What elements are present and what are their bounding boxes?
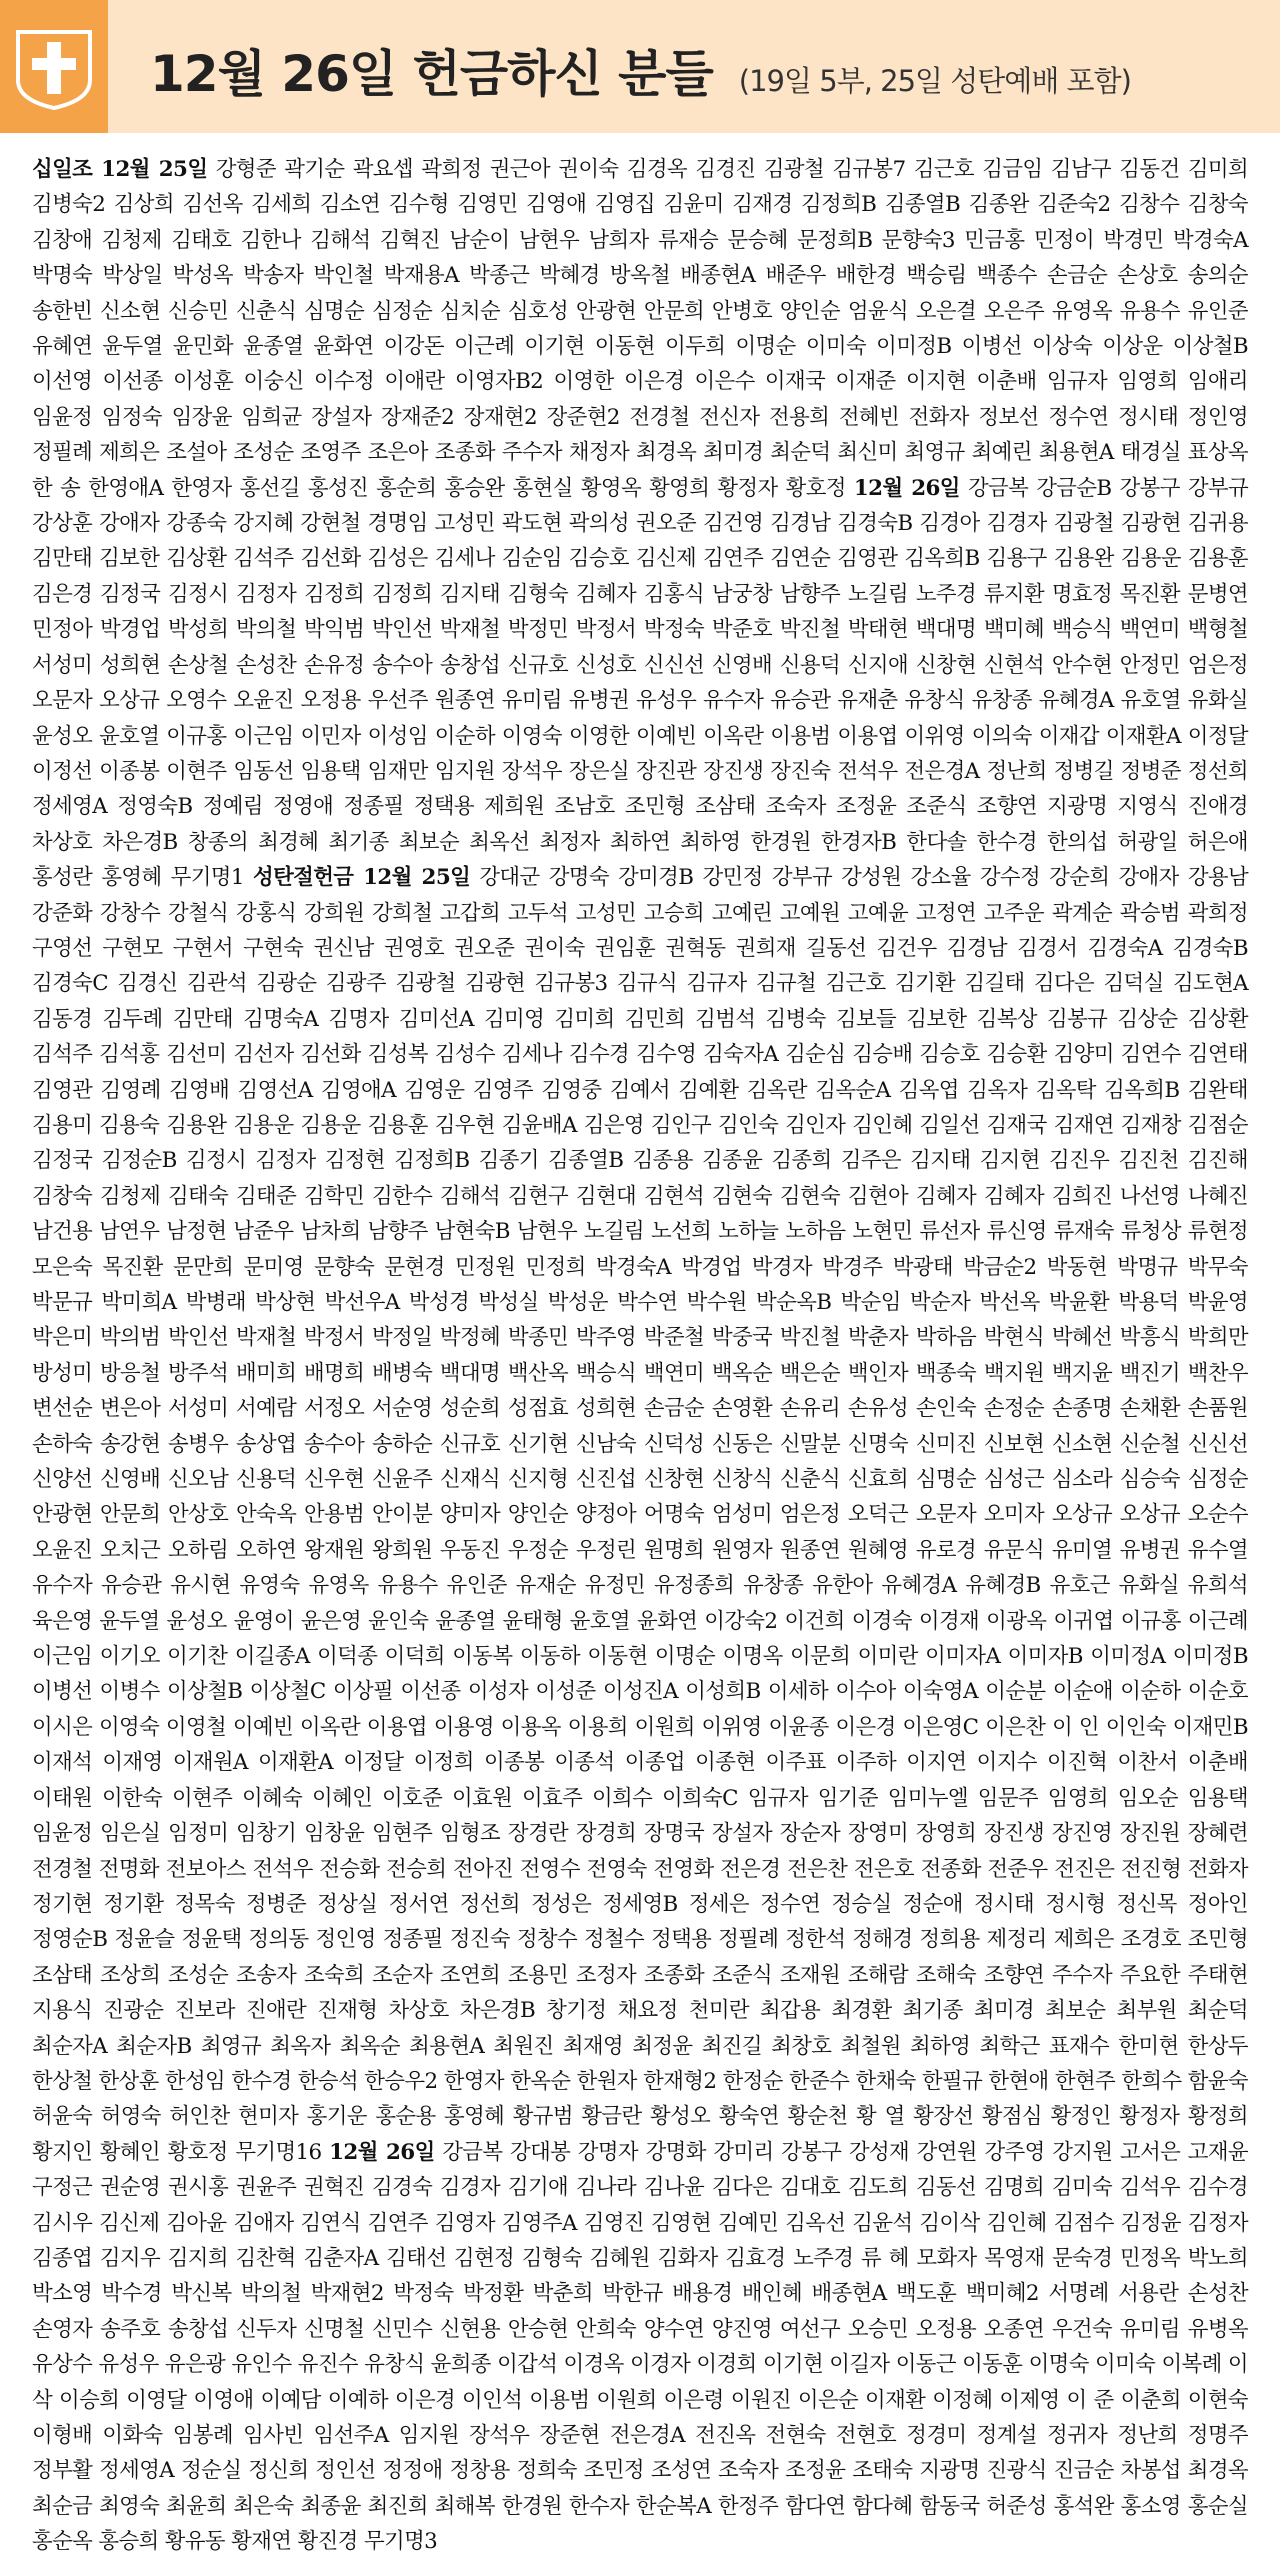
page-subtitle: (19일 5부, 25일 성탄예배 포함) (738, 64, 1131, 98)
section-tithe (32, 157, 1248, 501)
section-tithe-26 (32, 476, 1248, 890)
donor-names: 강금복 강대봉 강명자 강명화 강미리 강봉구 강성재 강연원 강주영 강지원 고서은 고재윤 구정근 권순영 권시홍 권윤주 권혁진 김경숙 김경자 김기애 김나라 김나윤 김다은 김대호 김도희 김동선 김명희 김미숙 김석우 김수경 김시우 김신제 김아윤 김애자 김연식 김연주 김영자 김영주A 김영진 김영현 김예민 김옥선 김윤석 김이삭 김인혜 김점수 김정윤 김정자 김종엽 김지우 김지희 김찬혁 김춘자A 김태선 김현정 김형숙 김혜원 김화자 김효경 노주경 류 혜 모화자 목영재 문숙경 민정옥 박노희 박소영 박수경 박신복 박의철 박재현2 박정숙 박정환 박춘희 박한규 배용경 배인혜 배종현A 백도훈 백미혜2 서명례 서용란 손성찬 손영자 송주호 송창섭 신두자 신명철 신민수 신현용 안승현 안희숙 양수연 양진영 여선구 오승민 오정용 오종연 우건숙 유미림 유병옥 유상수 유성우 유은광 유인수 유진수 유창식 윤희종 이갑석 이경옥 이경자 이경희 이기현 이길자 이동근 이동훈 이명숙 이미숙 이복례 이 삭 이승희 이영달 이영애 이예담 이예하 이은경 이인석 이용범 이원희 이은령 이원진 이은순 이재환 이정혜 이제영 이 준 이춘희 이현숙 이형배 이화숙 임봉례 임사빈 임선주A 임지원 장석우 장준현 전은경A 전진옥 전현숙 전현호 정경미 정계설 정귀자 정난희 정명주 정부활 정세영A 정순실 정신희 정인선 정정애 정창용 정희숙 조민정 조성연 조숙자 조정윤 조태숙 지광명 진광식 진금순 차봉섭 최경옥 최순금 최영숙 최윤희 최은숙 최종윤 최진희 최해복 한경원 한수자 한순복A 한정주 함다연 함다혜 함동국 허준성 홍석완 홍소영 홍순실 홍순옥 홍승희 황유동 황재연 황진경 무기명3 (32, 2139, 1248, 2555)
section-christmas-offering (32, 865, 1248, 2165)
section-label: 십일조 12월 25일 (32, 157, 208, 182)
logo-badge (0, 0, 108, 133)
page-title: 12월 26일 헌금하신 분들 (150, 45, 713, 103)
section-label: 성탄절헌금 12월 25일 (253, 865, 471, 891)
donor-names: 강대군 강명숙 강미경B 강민정 강부규 강성원 강소율 강수정 강순희 강애자 강용남 강준화 강창수 강철식 강홍식 강희원 강희철 고갑희 고두석 고성민 고승희 고예린 고예원 고예윤 고정연 고주운 곽계순 곽승범 곽희정 구영선 구현모 구현서 구현숙 권신남 권영호 권오준 권이숙 권임훈 권혁동 권희재 길동선 김건우 김경남 김경서 김경숙A 김경숙B 김경숙C 김경신 김관석 김광순 김광주 김광철 김광현 김규봉3 김규식 김규자 김규철 김근호 김기환 김길태 김다은 김덕실 김도현A 김동경 김두례 김만태 김명숙A 김명자 김미선A 김미영 김미희 김민희 김범석 김병숙 김보들 김보한 김복상 김봉규 김상순 김상환 김석주 김석홍 김선미 김선자 김선화 김성복 김성수 김세나 김수경 김수영 김숙자A 김순심 김승배 김승호 김승환 김양미 김연수 김연태 김영관 김영례 김영배 김영선A 김영애A 김영운 김영주 김영중 김예서 김예환 김옥란 김옥순A 김옥엽 김옥자 김옥탁 김옥희B 김완태 김용미 김용숙 김용완 김용운 김용운 김용훈 김우현 김윤배A 김은영 김인구 김인숙 김인자 김인혜 김일선 김재국 김재연 김재창 김점순 김정국 김정순B 김정시 김정자 김정현 김정희B 김종기 김종열B 김종용 김종윤 김종희 김주은 김지태 김지현 김진우 김진천 김진해 김창숙 김청제 김태숙 김태준 김학민 김한수 김해석 김현구 김현대 김현석 김현숙 김현숙 김현아 김혜자 김혜자 김희진 나선영 나혜진 남건용 남연우 남정현 남준우 남차희 남향주 남현숙B 남현우 노길림 노선희 노하늘 노하음 노현민 류선자 류신영 류재숙 류청상 류현정 모은숙 목진환 문만희 문미영 문향숙 문현경 민정원 민정희 박경숙A 박경업 박경자 박경주 박광태 박금순2 박동현 박명규 박무숙 박문규 박미희A 박병래 박상현 박선우A 박성경 박성실 박성운 박수연 박수원 박순옥B 박순임 박순자 박선옥 박윤환 박용덕 박윤영 박은미 박의범 박인선 박재철 박정서 박정일 박정혜 박종민 박주영 박준철 박중국 박진철 박춘자 박하음 박현식 박혜선 박흥식 박희만 방성미 방응철 방주석 배미희 배명희 배병숙 백대명 백산옥 백승식 백연미 백옥순 백은순 백인자 백종숙 백지원 백지윤 백진기 백찬우 변선순 변은아 서성미 서예람 서정오 서순영 성순희 성점효 성희현 손금순 손영환 손유리 손유성 손인숙 손정순 손종명 손채환 손품원 손하숙 송강현 송병우 송상엽 송수아 송하순 신규호 신기현 신남숙 신덕성 신동은 신말분 신명숙 신미진 신보현 신소현 신순철 신신선 신양선 신영배 신오남 신용덕 신우현 신윤주 신재식 신지형 신진섭 신창현 신창식 신춘식 신효희 심명순 심성근 심소라 심승숙 심정순 안광현 안문희 안상호 안숙옥 안용범 안이분 양미자 양인순 양정아 어명숙 엄성미 엄은정 오덕근 오문자 오미자 오상규 오상규 오순수 오윤진 오치근 오하림 오하연 왕재원 왕희원 우동진 우정순 우정린 원명희 원영자 원종연 원혜영 유로경 유문식 유미열 유병권 유수열 유수자 유승관 유시현 유영숙 유영옥 유용수 유인준 유재순 유정민 유정종희 유창종 유한아 유혜경A 유혜경B 유호근 유화실 유희석 육은영 윤두열 윤성오 윤영이 윤은영 윤인숙 윤종열 윤태형 윤호열 윤화연 이강숙2 이건희 이경숙 이경재 이광옥 이귀엽 이규홍 이근례 이근임 이기오 이기찬 이길종A 이덕종 이덕희 이동복 이동하 이동현 이명순 이명옥 이문희 이미란 이미자A 이미자B 이미정A 이미정B 이병선 이병수 이상철B 이상철C 이상필 이선종 이성자 이성준 이성진A 이성희B 이세하 이수아 이숙영A 이순분 이순애 이순하 이순호 이시은 이영숙 이영철 이예빈 이옥란 이용엽 이용영 이용옥 이용희 이원희 이위영 이윤종 이은경 이은영C 이은찬 이 인 이인숙 이재민B 이재석 이재영 이재원A 이재환A 이정달 이정희 이종봉 이종석 이종업 이종현 이주표 이주하 이지연 이지수 이진혁 이찬서 이춘배 이태원 이한숙 이현주 이혜숙 이혜인 이호준 이효원 이효주 이희수 이희숙C 임규자 임기준 임미누엘 임문주 임영희 임오순 임용택 임윤정 임은실 임정미 임창기 임창윤 임현주 임형조 장경란 장경희 장명국 장설자 장순자 장영미 장영희 장진생 장진영 장진원 장혜련 전경철 전명화 전보아스 전석우 전승화 전승희 전아진 전영수 전영숙 전영화 전은경 전은찬 전은호 전종화 전준우 전진은 전진형 전화자 정기현 정기환 정목숙 정병준 정상실 정서연 정선희 정성은 정세영B 정세은 정수연 정승실 정순애 정시태 정시형 정신목 정아인 정영순B 정윤슬 정윤택 정의동 정인영 정종필 정진숙 정창수 정철수 정택용 정필례 정한석 정해경 정희용 제정리 제희은 조경호 조민형 조삼태 조상희 조성순 조송자 조숙희 조순자 조연희 조용민 조정자 조종화 조준식 조재원 조해람 조해숙 조향연 주수자 주요한 주태현 지용식 진광순 진보라 진애란 진재형 차상호 차은경B 창기정 채요정 천미란 최갑용 최경환 최기종 최미경 최보순 최부원 최순덕 최순자A 최순자B 최영규 최옥자 최옥순 최용현A 최원진 최재영 최정윤 최진길 최창호 최철원 최하영 최학근 표재수 한미현 한상두 한상철 한상훈 한성임 한수경 한승석 한승우2 한영자 한옥순 한원자 한재형2 한정순 한준수 한채숙 한필규 한현애 한현주 한희수 함윤숙 허윤숙 허영숙 허인찬 현미자 홍기운 홍순용 홍영혜 황규범 황금란 황성오 황숙연 황순천 황 열 황장선 황점심 황정인 황정자 황정희 황지인 황혜인 황호정 무기명16 (32, 865, 1249, 2165)
section-label: 12월 26일 (853, 475, 960, 501)
cross-icon (12, 26, 96, 110)
title-row (150, 34, 1131, 104)
section-christmas-offering-26 (32, 2140, 1248, 2554)
donor-names: 강금복 강금순B 강봉구 강부규 강상훈 강애자 강종숙 강지혜 강현철 경명임 고성민 곽도현 곽의성 권오준 김건영 김경남 김경숙B 김경아 김경자 김광철 김광현 김귀용 김만태 김보한 김상환 김석주 김선화 김성은 김세나 김순임 김승호 김신제 김연주 김연순 김영관 김옥희B 김용구 김용완 김용운 김용훈 김은경 김정국 김정시 김정자 김정희 김정희 김지태 김형숙 김혜자 김홍식 남궁창 남향주 노길림 노주경 류지환 명효정 목진환 문병연 민정아 박경업 박성희 박의철 박익범 박인선 박재철 박정민 박정서 박정숙 박준호 박진철 박태현 백대명 백미혜 백승식 백연미 백형철 서성미 성희현 손상철 손성찬 손유정 송수아 송창섭 신규호 신성호 신신선 신영배 신용덕 신지애 신창현 신현석 안수현 안정민 엄은정 오문자 오상규 오영수 오윤진 오정용 우선주 원종연 유미림 유병권 유성우 유수자 유승관 유재춘 유창식 유창종 유혜경A 유호열 유화실 윤성오 윤호열 이규홍 이근임 이민자 이성임 이순하 이영숙 이영한 이예빈 이옥란 이용범 이용엽 이위영 이의숙 이재갑 이재환A 이정달 이정선 이종봉 이현주 임동선 임용택 임재만 임지원 장석우 장은실 장진관 장진생 장진숙 전석우 전은경A 정난희 정병길 정병준 정선희 정세영A 정영숙B 정예림 정영애 정종필 정택용 제희원 조남호 조민형 조삼태 조숙자 조정윤 조준식 조향연 지광명 지영식 진애경 차상호 차은경B 창종의 최경혜 최기종 최보순 최옥선 최정자 최하연 최하영 한경원 한경자B 한다솔 한수경 한의섭 허광일 허은애 홍성란 홍영혜 무기명1 (32, 475, 1249, 891)
donor-list (32, 152, 1249, 2555)
section-label: 12월 26일 (329, 2139, 435, 2165)
donor-names: 강형준 곽기순 곽요셉 곽희정 권근아 권이숙 김경옥 김경진 김광철 김규봉7 김근호 김금임 김남구 김동건 김미희 김병숙2 김상희 김선옥 김세희 김소연 김수형 김영민 김영애 김영집 김윤미 김재경 김정희B 김종열B 김종완 김준숙2 김창수 김창숙 김창애 김청제 김태호 김한나 김해석 김혁진 남순이 남현우 남희자 류재승 문승혜 문정희B 문향숙3 민금홍 민정이 박경민 박경숙A 박명숙 박상일 박성옥 박송자 박인철 박재용A 박종근 박혜경 방옥철 배종현A 배준우 배한경 백승림 백종수 손금순 손상호 송의순 송한빈 신소현 신승민 신춘식 심명순 심정순 심치순 심호성 안광현 안문희 안병호 양인순 엄윤식 오은결 오은주 유영옥 유용수 유인준 유혜연 윤두열 윤민화 윤종열 윤화연 이강돈 이근례 이기현 이동현 이두희 이명순 이미숙 이미정B 이병선 이상숙 이상운 이상철B 이선영 이선종 이성훈 이숭신 이수정 이애란 이영자B2 이영한 이은경 이은수 이재국 이재준 이지현 이춘배 임규자 임영희 임애리 임윤정 임정숙 임장윤 임희균 장설자 장재준2 장재현2 장준현2 전경철 전신자 전용희 전혜빈 전화자 정보선 정수연 정시태 정인영 정필례 제희은 조설아 조성순 조영주 조은아 조종화 주수자 채정자 최경옥 최미경 최순덕 최신미 최영규 최예린 최용현A 태경실 표상옥 한 송 한영애A 한영자 홍선길 홍성진 홍순희 홍승완 홍현실 황영옥 황영희 황정자 황호정 (32, 157, 1249, 501)
header-banner (0, 0, 1280, 133)
